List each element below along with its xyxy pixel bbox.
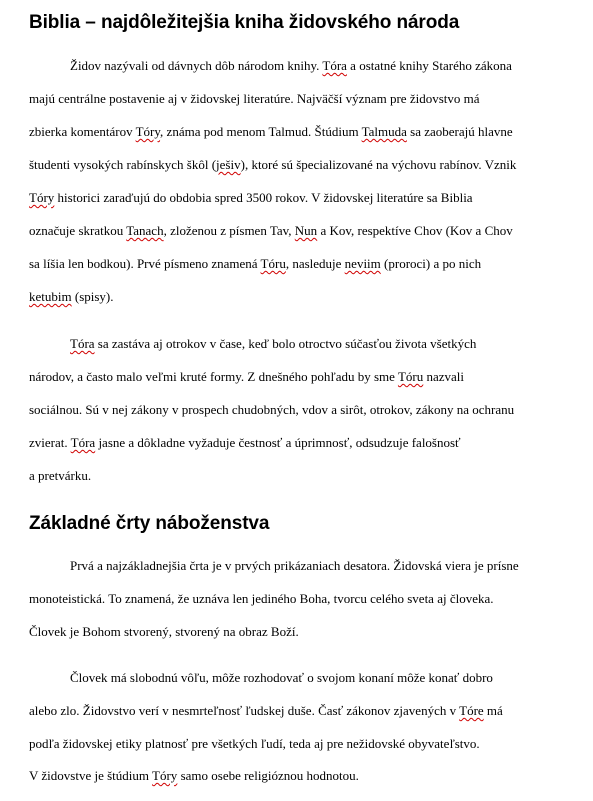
misspelled-word: Talmuda — [361, 124, 407, 139]
text-run: (spisy). — [71, 289, 114, 304]
text-run: a ostatné knihy Starého zákona — [346, 58, 512, 73]
text-run: , nasleduje — [285, 256, 345, 271]
text-run: Človek má slobodnú vôľu, môže rozhodovať o svojom konaní môže konať dobro — [70, 670, 493, 685]
text-run: národov, a často malo veľmi kruté formy. Z dnešného pohľadu by sme — [29, 369, 398, 384]
text-run: , známa pod menom Talmud. Štúdium — [160, 124, 362, 139]
text-run: alebo zlo. Židovstvo verí v nesmrteľnosť ľudskej duše. Časť zákonov zjavených v — [29, 703, 460, 718]
misspelled-word: Tóre — [459, 703, 484, 718]
text-run: zbierka komentárov — [29, 124, 136, 139]
text-run: majú centrálne postavenie aj v židovskej literatúre. Najväčší význam pre židovstvo má — [29, 91, 480, 106]
text-line — [29, 157, 516, 173]
text-line — [29, 190, 473, 206]
text-run: historici zaraďujú do obdobia spred 3500 rokov. V židovskej literatúre sa Biblia — [54, 190, 473, 205]
misspelled-word: Tóry — [152, 768, 178, 783]
heading-religion: Základné črty náboženstva — [29, 513, 270, 534]
misspelled-word: Tóry — [135, 124, 161, 139]
text-run: (proroci) a po nich — [380, 256, 482, 271]
text-run: zvierat. — [29, 435, 71, 450]
misspelled-word: Tóru — [397, 369, 424, 384]
text-line — [29, 591, 494, 607]
text-line — [29, 768, 359, 784]
text-run: sa líšia len bodkou). Prvé písmeno znamená — [29, 256, 261, 271]
misspelled-word: Nun — [294, 223, 318, 238]
text-run: Prvá a najzákladnejšia črta je v prvých prikázaniach desatora. Židovská viera je prísne — [70, 558, 519, 573]
text-run: má — [483, 703, 503, 718]
misspelled-word: ketubim — [29, 289, 72, 304]
text-run: Človek je Bohom stvorený, stvorený na obraz Boží. — [29, 624, 299, 639]
text-run: samo osebe religióznou hodnotou. — [177, 768, 359, 783]
text-run: nazvali — [423, 369, 465, 384]
text-run: podľa židovskej etiky platnosť pre všetkých ľudí, teda aj pre nežidovské obyvateľstvo. — [29, 736, 480, 751]
misspelled-word: ješiv — [216, 157, 241, 172]
text-line — [29, 624, 299, 640]
text-run: označuje skratkou — [29, 223, 127, 238]
text-line — [29, 736, 480, 752]
text-run: Židov nazývali od dávnych dôb národom knihy. — [70, 58, 323, 73]
text-line — [29, 435, 461, 451]
text-line — [70, 336, 476, 352]
text-run: a pretvárku. — [29, 468, 92, 483]
misspelled-word: Tóry — [29, 190, 55, 205]
heading-bible: Biblia – najdôležitejšia kniha židovského národa — [29, 12, 460, 33]
text-line — [29, 124, 513, 140]
misspelled-word: Tóru — [260, 256, 286, 271]
text-line — [29, 369, 464, 385]
text-run: a Kov, respektíve Chov (Kov a Chov — [317, 223, 513, 238]
misspelled-word: Tanach — [126, 223, 164, 238]
text-line — [29, 703, 503, 719]
text-run: sa zastáva aj otrokov v čase, keď bolo otroctvo súčasťou života všetkých — [94, 336, 477, 351]
misspelled-word: Tóra — [70, 435, 96, 450]
text-line — [29, 91, 480, 107]
text-run: jasne a dôkladne vyžaduje čestnosť a úprimnosť, odsudzuje falošnosť — [95, 435, 461, 450]
text-line — [70, 558, 519, 574]
text-run: monoteistická. To znamená, že uznáva len jediného Boha, tvorcu celého sveta aj človeka. — [29, 591, 494, 606]
text-line — [29, 256, 481, 272]
misspelled-word: Tóra — [322, 58, 347, 73]
text-line — [29, 402, 514, 418]
text-run: študenti vysokých rabínskych škôl ( — [29, 157, 217, 172]
text-line — [29, 223, 513, 239]
text-run: sa zaoberajú hlavne — [406, 124, 513, 139]
misspelled-word: neviim — [344, 256, 381, 271]
text-run: V židovstve je štúdium — [29, 768, 153, 783]
text-line — [29, 468, 91, 484]
text-line — [29, 289, 114, 305]
text-run: sociálnou. Sú v nej zákony v prospech chudobných, vdov a sirôt, otrokov, zákony na ochranu — [29, 402, 515, 417]
misspelled-word: Tóra — [70, 336, 95, 351]
text-line — [70, 670, 493, 686]
text-line — [70, 58, 512, 74]
text-run: , zloženou z písmen Tav, — [163, 223, 295, 238]
text-run: ), ktoré sú špecializované na výchovu rabínov. Vznik — [240, 157, 517, 172]
